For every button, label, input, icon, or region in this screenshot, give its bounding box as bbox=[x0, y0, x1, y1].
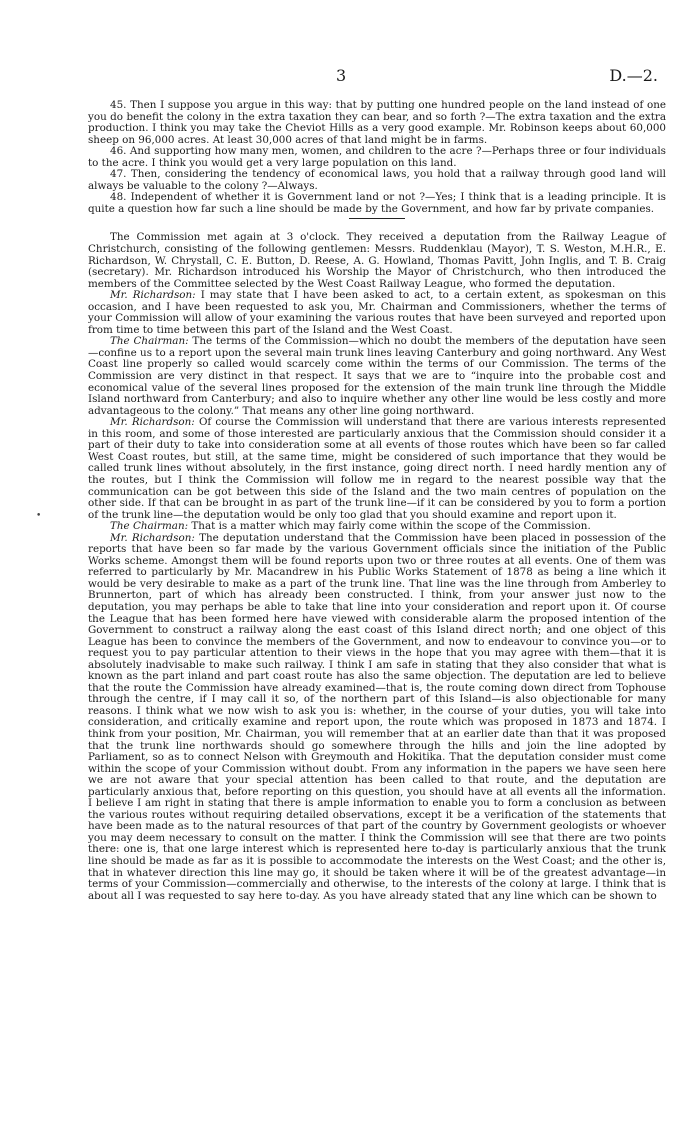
speaker-label: The Chairman: bbox=[110, 335, 189, 348]
paragraph-intro bbox=[88, 232, 666, 290]
paragraph-richardson-2 bbox=[88, 417, 666, 521]
paragraph-q45: 45. Then I suppose you argue in this way: that by putting one hundred people on the land instead of one you do benefit the colony in the extra taxation they can bear, and so forth ?—The extra taxation and the extra production. I think you may take the Cheviot Hills as a very good example. Mr. Robinson keeps about 60,000 sheep on 96,000 acres. At least 30,000 acres of that land might be in farms. bbox=[88, 99, 666, 146]
page-number: 3 bbox=[336, 66, 347, 85]
document-reference: D.—2. bbox=[609, 66, 658, 85]
speaker-label: Mr. Richardson: bbox=[110, 531, 195, 544]
page-header bbox=[0, 66, 700, 90]
paragraph-text: Of course the Commission will understand that there are various interests represented in this room, and some of those interested are particularly anxious that the Commission should consider it a part of their duty to take into consideration some at all events of those routes which have been so far called West Coast routes, but still, at the same time, might be considered of such importance that they would be called trunk lines without absolutely, in the first instance, going direct north. I need hardly mention any of the routes, but I think the Commission will follow me in regard to the nearest possible way that the communication can be got between this side of the Island and the two main centres of population on the other side. If that can be brought in as part of the trunk line—if it can be considered by you to form a portion of the trunk line—the deputation would be only too glad that you should examine and report upon it. bbox=[88, 416, 666, 521]
paragraph-richardson-3 bbox=[88, 533, 666, 903]
paragraph-q48: 48. Independent of whether it is Government land or not ?—Yes; I think that is a leading principle. It is quite a question how far such a line should be made by the Government, and how far by private companies. bbox=[88, 191, 666, 215]
paragraph-text: I may state that I have been asked to act, to a certain extent, as spokesman on this occasion, and I have been requested to ask you, Mr. Chairman and Commissioners, whether the terms of your Commission will allow of your examining the various routes that have been surveyed and reported upon from time to time between this part of the Island and the West Coast. bbox=[88, 289, 666, 336]
margin-mark: • bbox=[36, 511, 42, 521]
speaker-label: Mr. Richardson: bbox=[110, 289, 196, 302]
paragraph-chairman-1 bbox=[88, 336, 666, 417]
paragraph-richardson-1 bbox=[88, 290, 666, 336]
paragraph-q46: 46. And supporting how many men, women, and children to the acre ?—Perhaps three or four individuals to the acre. I think you would get a very large population on this land. bbox=[88, 145, 666, 169]
section-divider bbox=[349, 218, 405, 219]
paragraph-q47: 47. Then, considering the tendency of economical laws, you hold that a railway through good land will always be valuable to the colony ?—Always. bbox=[88, 168, 666, 192]
document-body bbox=[88, 100, 666, 902]
paragraph-text: The terms of the Commission—which no doubt the members of the deputation have seen—confine us to a report upon the several main trunk lines leaving Canterbury and going northward. Any West Coast line properly so called would scarcely come within the terms of our Commission. The terms of the Commission are very distinct in that respect. It says that we are to “inquire into the probable cost and economical value of the several lines proposed for the extension of the main trunk line through the Middle Island northward from Canterbury; and also to inquire whether any other line would be less costly and more advantageous to the colony.” That means any other line going northward. bbox=[88, 335, 666, 417]
speaker-label: The Chairman: bbox=[110, 520, 189, 533]
speaker-label: Mr. Richardson: bbox=[110, 416, 195, 429]
paragraph-text: The deputation understand that the Commission have been placed in possession of the reports that have been so far made by the various Government officials since the initiation of the Public Works scheme. Amongst them will be found reports upon two or three routes at all events. One of them was referred to particularly by Mr. Macandrew in his Public Works Statement of 1878 as being a line which it would be very desirable to make as a part of the trunk line. That line was the line through from Amberley to Brunnerton, part of which has already been constructed. I think, from your answer just now to the deputation, you may perhaps be able to take that line into your consideration and report upon it. Of course the League that has been formed here have viewed with considerable alarm the proposed intention of the Government to construct a railway along the east coast of this Island direct north; and one object of this League has been to convince the members of the Government, and now to endeavour to convince you—or to request you to pay particular attention to their views in the hope that you may agree with them—that it is absolutely inadvisable to make such railway. I think I am safe in stating that they also consider that what is known as the part inland and part coast route has also the same objection. The deputation are led to believe that the route the Commission have already examined—that is, the route coming down direct from Tophouse through the centre, if I may call it so, of the northern part of this Island—is also objectionable for many reasons. I think what we now wish to ask you is: whether, in the course of your duties, you will take into consideration, and critically examine and report upon, the route which was proposed in 1873 and 1874. I think from your position, Mr. Chairman, you will remember that at an earlier date than that it was proposed that the trunk line northwards should go somewhere through the hills and join the line adopted by Parliament, so as to connect Nelson with Greymouth and Hokitika. That the deputation consider must come within the scope of your Commission without doubt. From any information in the papers we have seen here we are not aware that your special attention has been called to that route, and the deputation are particularly anxious that, before reporting on this question, you should have at all events all the information. I believe I am right in stating that there is ample information to enable you to form a conclusion as between the various routes without requiring detailed observations, except it be a verification of the statements that have been made as to the natural resources of that part of the country by Government geologists or whoever you may deem necessary to consult on the matter. I think the Commission will see that there are two points there: one is, that one large interest which is represented here to-day is particularly anxious that the trunk line should be made as far as it is possible to accommodate the interests on the West Coast; and the other is, that in whatever direction this line may go, it should be taken where it will be of the greatest advantage—in terms of your Commission—commercially and otherwise, to the interests of the colony at large. I think that is about all I was requested to say here to-day. As you have already stated that any line which can be shown to bbox=[88, 531, 666, 902]
paragraph-text: That is a matter which may fairly come within the scope of the Commission. bbox=[191, 520, 591, 533]
paragraph-text: The Commission met again at 3 o'clock. They received a deputation from the Railway League of Christchurch, consisting of the following gentlemen: Messrs. Ruddenklau (Mayor), T. S. Weston, M.H.R., E. Richardson, W. Chrystall, C. E. Button, D. Reese, A. G. Howland, Thomas Pavitt, John Inglis, and T. B. Craig (secretary). Mr. Richardson introduced his Worship the Mayor of Christchurch, who then introduced the members of the Committee selected by the West Coast Railway League, who formed the deputation. bbox=[88, 231, 666, 290]
